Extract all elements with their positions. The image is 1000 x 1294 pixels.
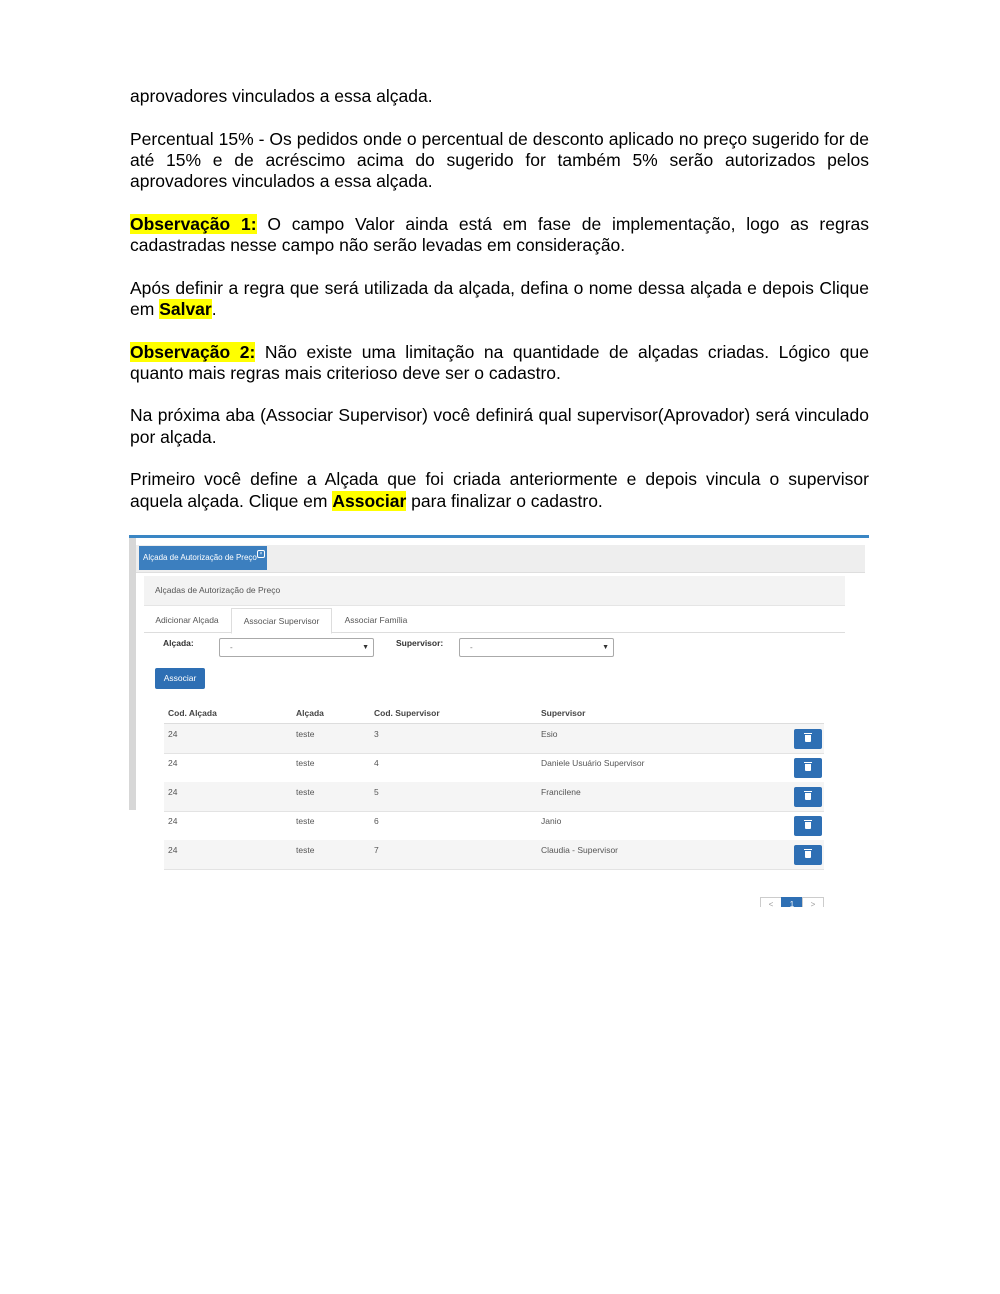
app-tab[interactable]: Alçada de Autorização de Preço [139, 546, 267, 570]
paragraph: Na próxima aba (Associar Supervisor) você definirá qual supervisor(Aprovador) será vinculado por alçada. [130, 405, 869, 447]
cell-cod-alcada: 24 [168, 729, 178, 739]
table-row [164, 811, 824, 841]
highlight-label: Observação 1: [130, 213, 257, 234]
cell-cod-supervisor: 7 [374, 845, 379, 855]
scrollbar[interactable] [129, 538, 136, 810]
column-header: Cod. Supervisor [374, 708, 440, 718]
paragraph-text: Não existe uma limitação na quantidade de alçadas criadas. Lógico que quanto mais regras mais criterioso deve ser o cadastro. [130, 341, 869, 383]
paragraph-text: Após definir a regra que será utilizada da alçada, defina o nome dessa alçada e depois Clique em [130, 277, 869, 319]
cell-cod-supervisor: 3 [374, 729, 379, 739]
cell-supervisor: Francilene [541, 787, 581, 797]
trash-icon [805, 764, 811, 771]
paragraph [130, 469, 869, 512]
cell-cod-supervisor: 5 [374, 787, 379, 797]
cell-cod-supervisor: 6 [374, 816, 379, 826]
chevron-down-icon: ▼ [602, 644, 609, 651]
delete-button[interactable] [794, 729, 822, 749]
table-row [164, 724, 824, 754]
trash-icon [805, 822, 811, 829]
alcada-select[interactable] [219, 638, 374, 657]
paragraph-text: Primeiro você define a Alçada que foi criada anteriormente e depois vincula o supervisor aquela alçada. Clique em [130, 469, 869, 511]
table-header [164, 703, 824, 724]
associar-button[interactable]: Associar [155, 668, 205, 689]
delete-button[interactable] [794, 816, 822, 836]
trash-icon [805, 851, 811, 858]
column-header: Supervisor [541, 708, 586, 718]
cell-cod-alcada: 24 [168, 787, 178, 797]
paragraph [130, 278, 869, 321]
table-row [164, 753, 824, 783]
cell-alcada: teste [296, 845, 315, 855]
cell-alcada: teste [296, 729, 315, 739]
embedded-screenshot [129, 535, 869, 907]
paragraph-text: . [211, 298, 217, 319]
tab-adicionar-alcada[interactable]: Adicionar Alçada [155, 615, 219, 625]
paragraph-text: O campo Valor ainda está em fase de implementação, logo as regras cadastradas nesse campo não serão levadas em consideração. [130, 213, 870, 256]
tab-associar-familia[interactable]: Associar Família [344, 615, 408, 625]
paragraph [130, 342, 869, 385]
cell-alcada: teste [296, 758, 315, 768]
cell-alcada: teste [296, 787, 315, 797]
close-icon[interactable]: × [257, 550, 265, 558]
panel-title: Alçadas de Autorização de Preço [144, 576, 845, 606]
pagination-page[interactable]: 1 [781, 897, 803, 907]
cell-cod-alcada: 24 [168, 758, 178, 768]
table-row [164, 782, 824, 812]
alcada-label: Alçada: [163, 638, 194, 648]
trash-icon [805, 793, 811, 800]
tab-associar-supervisor[interactable]: Associar Supervisor [231, 608, 332, 634]
supervisor-select[interactable] [459, 638, 614, 657]
delete-button[interactable] [794, 758, 822, 778]
paragraph: Percentual 15% - Os pedidos onde o percentual de desconto aplicado no preço sugerido for de até 15% e de acréscimo acima do sugerido for também 5% serão autorizados pelos aprovadores vinculados a essa alçada. [130, 128, 869, 192]
highlight-label: Observação 2: [130, 341, 256, 362]
highlight-word: Associar [332, 490, 407, 511]
cell-supervisor: Daniele Usuário Supervisor [541, 758, 645, 768]
cell-cod-supervisor: 4 [374, 758, 379, 768]
paragraph [130, 214, 869, 257]
paragraph: aprovadores vinculados a essa alçada. [130, 86, 433, 106]
supervisor-label: Supervisor: [396, 638, 444, 648]
pagination-prev[interactable]: < [760, 897, 782, 907]
trash-icon [805, 735, 811, 742]
tab-strip [144, 608, 845, 633]
table-row [164, 840, 824, 870]
highlight-word: Salvar [159, 298, 212, 319]
column-header: Cod. Alçada [168, 708, 217, 718]
cell-supervisor: Esio [541, 729, 558, 739]
column-header: Alçada [296, 708, 324, 718]
top-accent-line [129, 535, 869, 538]
cell-alcada: teste [296, 816, 315, 826]
pagination-next[interactable]: > [802, 897, 824, 907]
delete-button[interactable] [794, 787, 822, 807]
alcada-select-value: - [230, 643, 233, 652]
paragraph-text: para finalizar o cadastro. [406, 490, 603, 511]
cell-cod-alcada: 24 [168, 845, 178, 855]
chevron-down-icon: ▼ [362, 644, 369, 651]
supervisor-select-value: - [470, 643, 473, 652]
delete-button[interactable] [794, 845, 822, 865]
cell-supervisor: Claudia - Supervisor [541, 845, 619, 855]
document-body [130, 86, 869, 533]
cell-supervisor: Janio [541, 816, 562, 826]
cell-cod-alcada: 24 [168, 816, 178, 826]
